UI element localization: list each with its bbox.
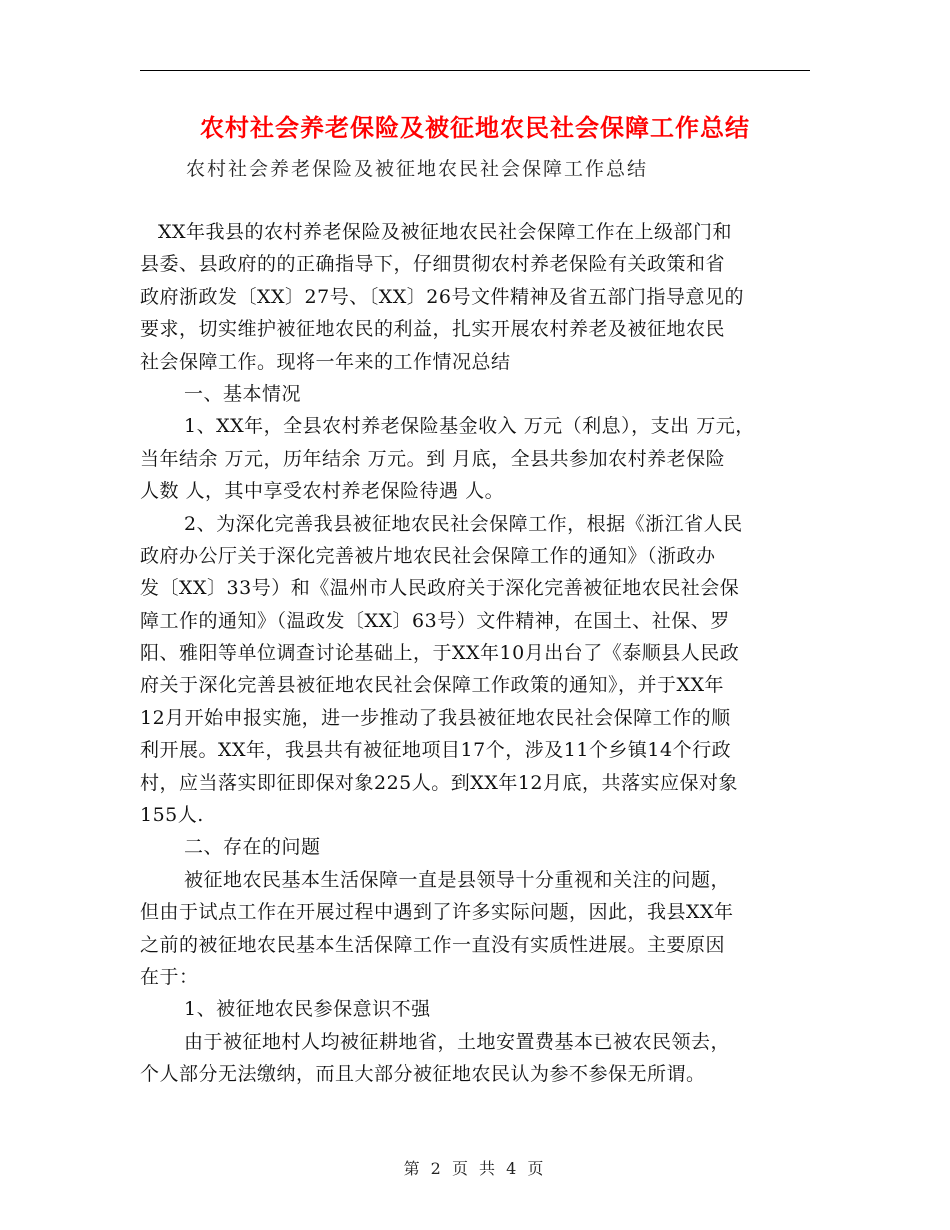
body-line: 二、存在的问题 — [184, 836, 321, 859]
document-title: 农村社会养老保险及被征地农民社会保障工作总结 — [200, 113, 750, 142]
body-line: 1、XX年，全县农村养老保险基金收入 万元（利息），支出 万元， — [184, 415, 755, 438]
document-body — [140, 216, 820, 1091]
body-line: 由于被征地村人均被征耕地省，土地安置费基本已被农民领去， — [184, 1030, 731, 1053]
page-number: 第 2 页 共 4 页 — [403, 1159, 547, 1178]
body-line: 在于： — [140, 965, 199, 988]
body-line: 村，应当落实即征即保对象225人。到XX年12月底，共落实应保对象 — [140, 771, 738, 794]
document-subtitle: 农村社会养老保险及被征地农民社会保障工作总结 — [186, 158, 649, 180]
body-line: 政府办公厅关于深化完善被片地农民社会保障工作的通知》（浙政办 — [140, 544, 716, 567]
body-line: 12月开始申报实施，进一步推动了我县被征地农民社会保障工作的顺 — [140, 706, 731, 729]
body-line: 要求，切实维护被征地农民的利益，扎实开展农村养老及被征地农民 — [140, 318, 726, 341]
body-line: 当年结余 万元，历年结余 万元。到 月底，全县共参加农村养老保险 — [140, 447, 726, 470]
body-line: 府关于深化完善县被征地农民社会保障工作政策的通知》，并于XX年 — [140, 674, 725, 697]
body-line: 县委、县政府的的正确指导下，仔细贯彻农村养老保险有关政策和省 — [140, 253, 726, 276]
body-line: 被征地农民基本生活保障一直是县领导十分重视和关注的问题， — [184, 868, 731, 891]
body-line: 2、为深化完善我县被征地农民社会保障工作，根据《浙江省人民 — [184, 512, 743, 535]
body-line: 发〔XX〕33号）和《温州市人民政府关于深化完善被征地农民社会保 — [140, 577, 740, 600]
body-line: 利开展。XX年，我县共有被征地项目17个，涉及11个乡镇14个行政 — [140, 739, 732, 762]
body-line: 之前的被征地农民基本生活保障工作一直没有实质性进展。主要原因 — [140, 933, 726, 956]
body-line: 但由于试点工作在开展过程中遇到了许多实际问题，因此，我县XX年 — [140, 901, 734, 924]
body-line: 障工作的通知》（温政发〔XX〕63号）文件精神，在国土、社保、罗 — [140, 609, 730, 632]
body-line: 155人. — [140, 804, 204, 827]
body-line: 一、基本情况 — [184, 382, 302, 405]
body-line: 人数 人，其中享受农村养老保险待遇 人。 — [140, 480, 505, 503]
body-line: XX年我县的农村养老保险及被征地农民社会保障工作在上级部门和 — [158, 221, 733, 243]
body-line: 阳、雅阳等单位调查讨论基础上，于XX年10月出台了《泰顺县人民政 — [140, 642, 740, 665]
body-line: 1、被征地农民参保意识不强 — [184, 998, 431, 1021]
body-line: 个人部分无法缴纳，而且大部分被征地农民认为参不参保无所谓。 — [140, 1063, 706, 1086]
body-line: 政府浙政发〔XX〕27号、〔XX〕26号文件精神及省五部门指导意见的 — [140, 285, 744, 308]
header-rule — [140, 70, 810, 71]
body-line: 社会保障工作。现将一年来的工作情况总结 — [140, 350, 511, 373]
